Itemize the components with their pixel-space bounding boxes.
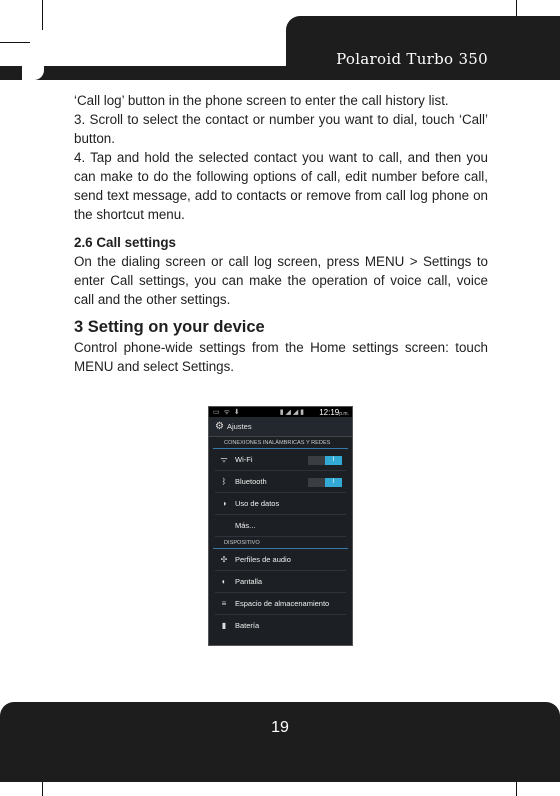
crop-mark	[42, 0, 43, 30]
settings-item-data-usage[interactable]	[215, 493, 346, 515]
notification-icons: ▭ ᯤ ⬇	[213, 409, 240, 416]
page-header-title: Polaroid Turbo 350	[336, 50, 488, 68]
status-bar	[209, 407, 352, 417]
item-label: Uso de datos	[235, 499, 280, 508]
section-heading: 2.6 Call settings	[74, 235, 176, 250]
settings-item-bluetooth[interactable]	[215, 471, 346, 493]
item-label: Pantalla	[235, 577, 263, 586]
settings-item-battery[interactable]	[215, 615, 346, 636]
item-label: Wi-Fi	[235, 455, 253, 464]
paragraph: 4. Tap and hold the selected contact you want to call, and then you can make to do the following options of call, edit number before call, send text message, add to contacts or remove from call log phone on the shortcut menu.	[74, 150, 488, 222]
settings-item-more[interactable]	[215, 515, 346, 537]
paragraph: Control phone-wide settings from the Home settings screen: touch MENU and select Settings.	[74, 340, 488, 374]
status-time: 12:19	[319, 408, 340, 417]
gear-icon: ⚙	[215, 421, 224, 432]
wifi-icon: ᯤ	[220, 455, 228, 464]
toggle-on: I	[325, 456, 342, 465]
settings-item-storage[interactable]	[215, 593, 346, 615]
section-header-wireless: CONEXIONES INALÁMBRICAS Y REDES	[213, 437, 348, 449]
paragraph: On the dialing screen or call log screen, press MENU > Settings to enter Call settings, you can make the operation of voice call, voice call and the other settings.	[74, 254, 488, 307]
settings-title: Ajustes	[226, 422, 252, 431]
settings-item-display[interactable]	[215, 571, 346, 593]
toggle-on: I	[325, 478, 342, 487]
header-tab	[286, 16, 560, 80]
page-number: 19	[271, 719, 289, 736]
settings-item-audio-profiles[interactable]	[215, 549, 346, 571]
data-usage-icon: ◑	[221, 499, 227, 508]
chapter-heading: 3 Setting on your device	[74, 318, 265, 336]
item-label: Perfiles de audio	[235, 555, 291, 564]
item-label: Más...	[235, 521, 256, 530]
item-label: Bluetooth	[235, 477, 267, 486]
audio-profiles-icon: ✣	[220, 555, 228, 564]
paragraph: ‘Call log’ button in the phone screen to enter the call history list.	[74, 93, 449, 108]
settings-item-wifi[interactable]	[215, 449, 346, 471]
signal-icon: ▮ ◢ ◢ ▮	[279, 409, 304, 416]
paragraph: 3. Scroll to select the contact or number you want to dial, touch ‘Call’ button.	[74, 112, 488, 146]
bluetooth-icon: ᛒ	[221, 477, 227, 486]
storage-icon: ≡	[221, 599, 227, 608]
item-label: Batería	[235, 621, 260, 630]
display-icon: ◐	[221, 577, 227, 586]
page-content	[74, 91, 488, 224]
wifi-toggle[interactable]	[308, 456, 342, 465]
item-label: Espacio de almacenamiento	[235, 599, 330, 608]
bluetooth-toggle[interactable]	[308, 478, 342, 487]
battery-icon: ▮	[221, 621, 227, 630]
settings-action-bar	[209, 417, 352, 437]
section-header-device: DISPOSITIVO	[213, 537, 348, 549]
section-device-settings	[74, 316, 488, 376]
section-call-settings	[74, 233, 488, 309]
crop-mark	[0, 42, 30, 43]
phone-screenshot	[208, 406, 353, 646]
status-time-suffix: p.m.	[339, 411, 349, 417]
